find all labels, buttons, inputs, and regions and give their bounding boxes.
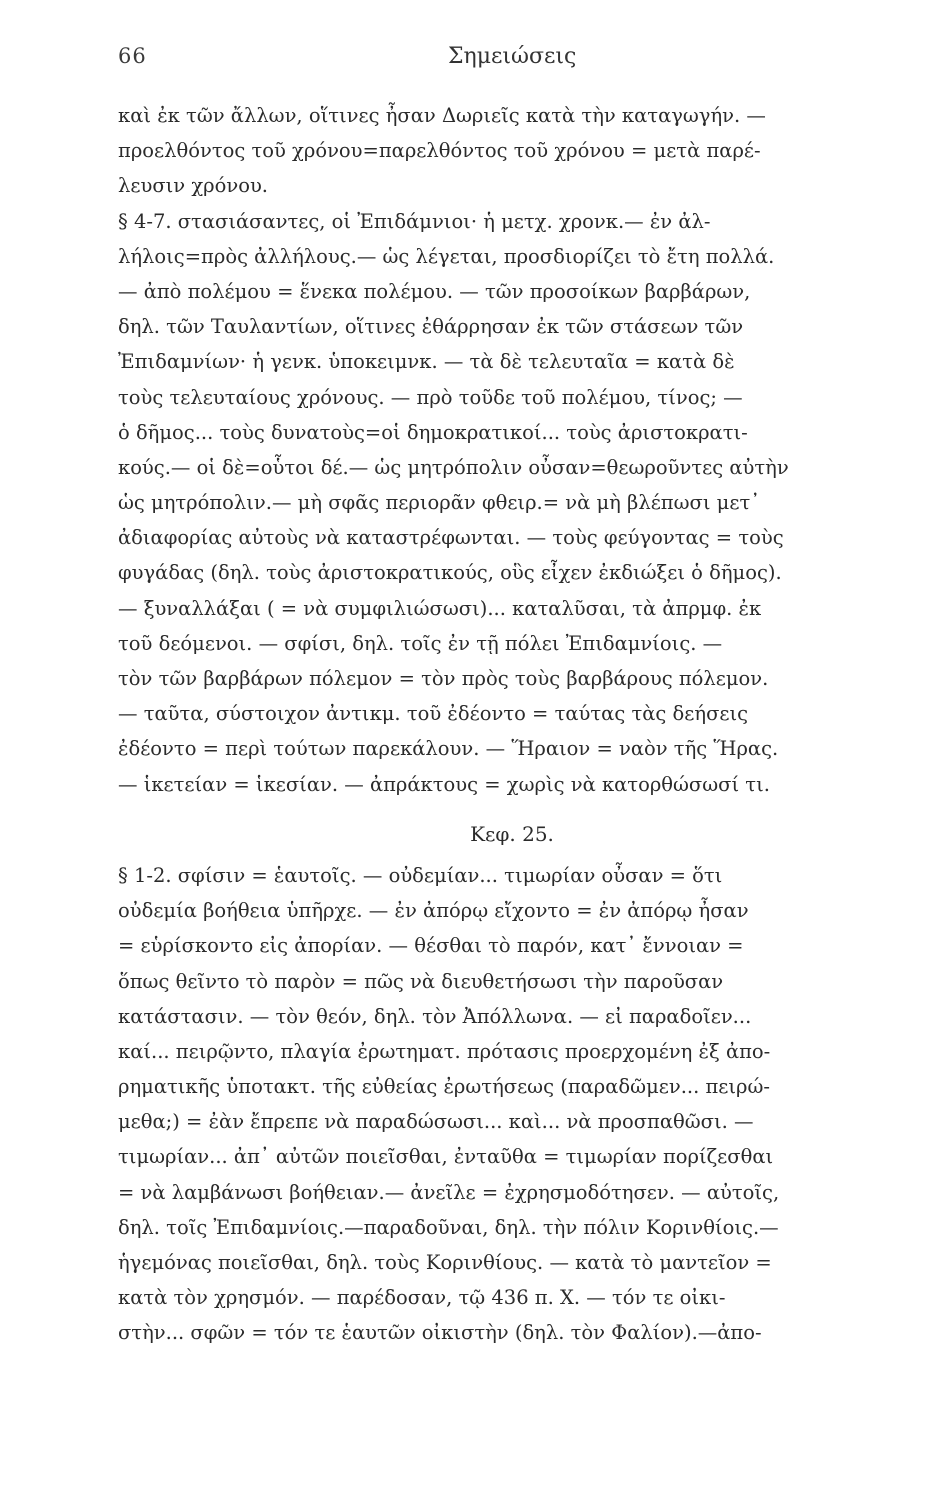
text-line: δηλ. τοῖς Ἐπιδαμνίοις.—παραδοῦναι, δηλ. τὴν πόλιν Κορινθίοις.— <box>118 1215 779 1239</box>
text-line: λήλοις=πρὸς ἀλλήλους.— ὡς λέγεται, προσδιορίζει τὸ ἔτη πολλά. <box>118 244 775 268</box>
notes-block-chapter-25 <box>118 858 906 1351</box>
text-line: μεθα;) = ἐὰν ἔπρεπε νὰ παραδώσωσι... καὶ... νὰ προσπαθῶσι. — <box>118 1110 754 1134</box>
text-line: οὐδεμία βοήθεια ὑπῆρχε. — ἐν ἀπόρῳ εἴχοντο = ἐν ἀπόρῳ ἦσαν <box>118 899 749 923</box>
running-title: Σημειώσεις <box>448 44 577 69</box>
text-line: τοὺς τελευταίους χρόνους. — πρὸ τοῦδε τοῦ πολέμου, τίνος; — <box>118 385 743 409</box>
text-line: στὴν... σφῶν = τόν τε ἑαυτῶν οἰκιστὴν (δηλ. τὸν Φαλίον).—ἀπο- <box>118 1321 762 1345</box>
running-header <box>118 44 818 74</box>
text-line: — ξυναλλάξαι ( = νὰ συμφιλιώσωσι)... καταλῦσαι, τὰ ἀπρμφ. ἐκ <box>118 596 762 620</box>
text-line: ἡγεμόνας ποιεῖσθαι, δηλ. τοὺς Κορινθίους. — κατὰ τὸ μαντεῖον = <box>118 1251 772 1274</box>
notes-body <box>118 98 906 1351</box>
text-line: τοῦ δεόμενοι. — σφίσι, δηλ. τοῖς ἐν τῇ πόλει Ἐπιδαμνίοις. — <box>118 631 723 655</box>
text-line: δηλ. τῶν Ταυλαντίων, οἵτινες ἐθάρρησαν ἐκ τῶν στάσεων τῶν <box>118 315 744 339</box>
text-line: προελθόντος τοῦ χρόνου=παρελθόντος τοῦ χρόνου = μετὰ παρέ- <box>118 139 761 163</box>
text-line: ὅπως θεῖντο τὸ παρὸν = πῶς νὰ διευθετήσωσι τὴν παροῦσαν <box>118 969 724 993</box>
chapter-heading: Κεφ. 25. <box>470 821 554 846</box>
text-line: ἀδιαφορίας αὐτοὺς νὰ καταστρέφωνται. — τοὺς φεύγοντας = τοὺς <box>118 526 784 550</box>
text-line: λευσιν χρόνου. <box>118 174 268 198</box>
text-line: Ἐπιδαμνίων· ἡ γενκ. ὑποκειμνκ. — τὰ δὲ τελευταῖα = κατὰ δὲ <box>118 350 735 374</box>
text-line: — ταῦτα, σύστοιχον ἀντικμ. τοῦ ἐδέοντο = ταύτας τὰς δεήσεις <box>118 702 749 726</box>
text-line: = νὰ λαμβάνωσι βοήθειαν.— ἀνεῖλε = ἐχρησμοδότησεν. — αὐτοῖς, <box>118 1180 780 1204</box>
text-line: ὡς μητρόπολιν.— μὴ σφᾶς περιορᾶν φθειρ.= νὰ μὴ βλέπωσι μετ᾽ <box>118 491 760 515</box>
text-line: τιμωρίαν... ἀπ᾽ αὐτῶν ποιεῖσθαι, ἐνταῦθα = τιμωρίαν πορίζεσθαι <box>118 1145 774 1169</box>
text-line: κατὰ τὸν χρησμόν. — παρέδοσαν, τῷ 436 π. Χ. — τόν τε οἰκι- <box>118 1286 726 1310</box>
text-line: φυγάδας (δηλ. τοὺς ἀριστοκρατικούς, οὓς εἶχεν ἐκδιώξει ὁ δῆμος). <box>118 561 782 585</box>
text-line: τὸν τῶν βαρβάρων πόλεμον = τὸν πρὸς τοὺς βαρβάρους πόλεμον. <box>118 667 769 690</box>
text-line: κούς.— οἱ δὲ=οὗτοι δέ.— ὡς μητρόπολιν οὖσαν=θεωροῦντες αὐτὴν <box>118 455 789 479</box>
text-line: καί... πειρῷντο, πλαγία ἐρωτηματ. πρότασις προερχομένη ἐξ ἀπο- <box>118 1039 771 1063</box>
notes-block-chapter-24 <box>118 98 906 802</box>
page-number: 66 <box>118 44 147 68</box>
text-line: ὁ δῆμος... τοὺς δυνατοὺς=οἱ δημοκρατικοί... τοὺς ἀριστοκρατι- <box>118 420 748 444</box>
text-line: καὶ ἐκ τῶν ἄλλων, οἵτινες ἦσαν Δωριεῖς κατὰ τὴν καταγωγήν. — <box>118 104 766 127</box>
text-line: ἐδέοντο = περὶ τούτων παρεκάλουν. — Ἥραιον = ναὸν τῆς Ἥρας. <box>118 737 779 761</box>
text-line: § 1-2. σφίσιν = ἑαυτοῖς. — οὐδεμίαν... τιμωρίαν οὖσαν = ὅτι <box>118 863 723 887</box>
text-line: ρηματικῆς ὑποτακτ. τῆς εὐθείας ἐρωτήσεως (παραδῶμεν... πειρώ- <box>118 1075 771 1099</box>
text-line: = εὑρίσκοντο εἰς ἀπορίαν. — θέσθαι τὸ παρόν, κατ᾽ ἔννοιαν = <box>118 934 744 958</box>
text-line: κατάστασιν. — τὸν θεόν, δηλ. τὸν Ἀπόλλωνα. — εἰ παραδοῖεν... <box>118 1004 752 1028</box>
text-line: — ἱκετείαν = ἱκεσίαν. — ἀπράκτους = χωρὶς νὰ κατορθώσωσί τι. <box>118 772 770 796</box>
text-line: — ἀπὸ πολέμου = ἕνεκα πολέμου. — τῶν προσοίκων βαρβάρων, <box>118 279 751 303</box>
text-line: § 4-7. στασιάσαντες, οἱ Ἐπιδάμνιοι· ἡ μετχ. χρονκ.— ἐν ἀλ- <box>118 209 711 233</box>
